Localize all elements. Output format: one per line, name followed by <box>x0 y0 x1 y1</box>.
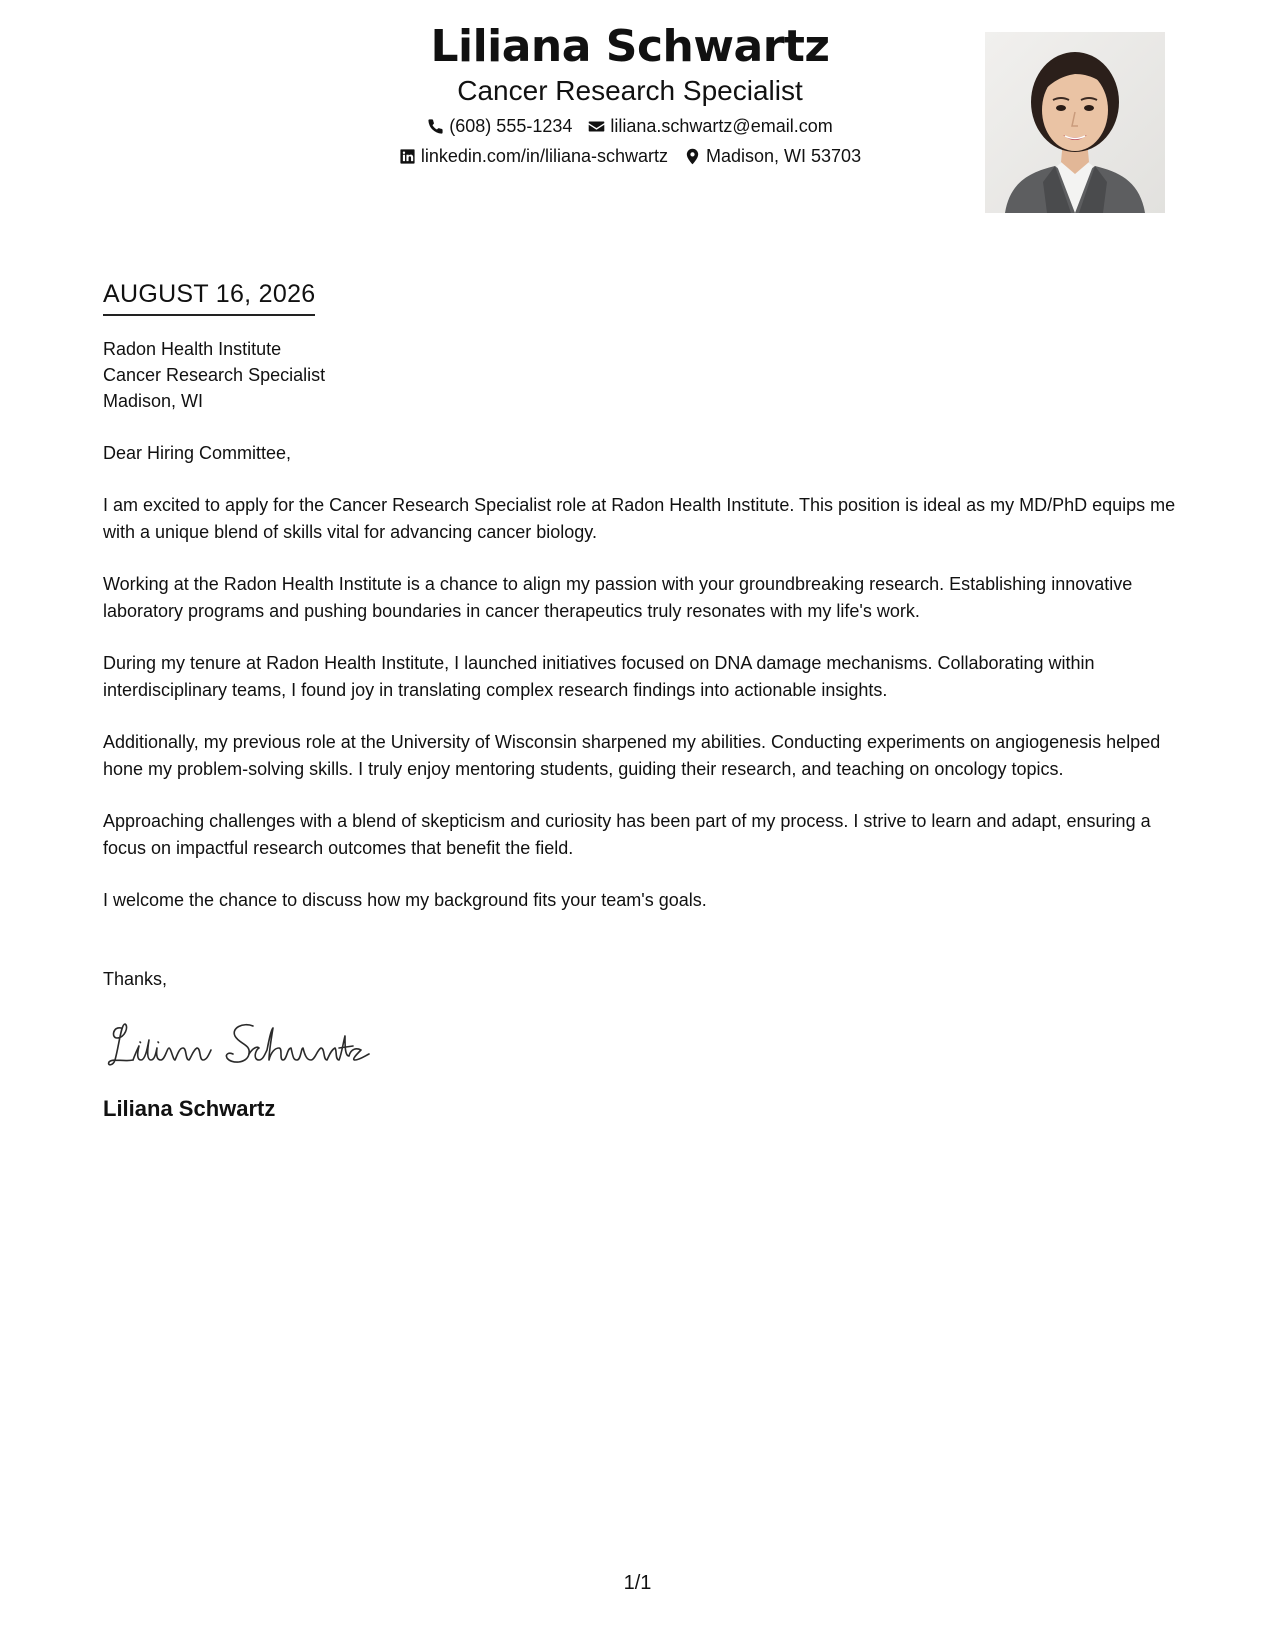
paragraph-2: Working at the Radon Health Institute is a chance to align my passion with your groundbreaking research. Establishing innovative laboratory programs and pushing boundaries in cancer therapeutics truly resonates with my life's work. <box>103 574 1133 621</box>
linkedin-text[interactable]: linkedin.com/in/liliana-schwartz <box>420 146 668 166</box>
location-text: Madison, WI 53703 <box>706 146 862 166</box>
contact-linkedin[interactable] <box>399 144 668 168</box>
applicant-title: Cancer Research Specialist <box>457 75 803 106</box>
email-text[interactable]: liliana.schwartz@email.com <box>610 116 833 136</box>
contact-location <box>684 144 861 168</box>
phone-text: (608) 555-1234 <box>449 116 573 136</box>
handwritten-signature <box>103 1016 1183 1076</box>
contact-email[interactable] <box>588 114 832 138</box>
linkedin-icon <box>399 148 416 165</box>
letter-date: AUGUST 16, 2026 <box>103 276 315 316</box>
recipient-city: Madison, WI <box>103 391 204 411</box>
page-number: 1/1 <box>623 1572 652 1594</box>
portrait-illustration <box>985 32 1165 213</box>
paragraph-1: I am excited to apply for the Cancer Research Specialist role at Radon Health Institute. This position is ideal as my MD/PhD equips me with a unique blend of skills vital for advancing cancer biology. <box>103 495 1176 542</box>
paragraph-6: I welcome the chance to discuss how my background fits your team's goals. <box>103 890 707 910</box>
signature-drawing <box>103 1016 373 1076</box>
applicant-name: Liliana Schwartz <box>430 21 830 72</box>
contact-phone <box>427 114 572 138</box>
recipient-company: Radon Health Institute <box>103 339 282 359</box>
profile-photo <box>985 32 1165 213</box>
salutation: Dear Hiring Committee, <box>103 443 292 463</box>
paragraph-5: Approaching challenges with a blend of skepticism and curiosity has been part of my process. I strive to learn and adapt, ensuring a focus on impactful research outcomes that benefit the field. <box>103 811 1151 858</box>
recipient-role: Cancer Research Specialist <box>103 365 326 385</box>
letter-body <box>103 276 1183 1124</box>
paragraph-3: During my tenure at Radon Health Institute, I launched initiatives focused on DNA damage mechanisms. Collaborating within interdisciplinary teams, I found joy in translating complex research findings into actionable insights. <box>103 653 1095 700</box>
map-pin-icon <box>684 148 701 165</box>
phone-icon <box>427 118 444 135</box>
paragraph-4: Additionally, my previous role at the University of Wisconsin sharpened my abilities. Conducting experiments on angiogenesis helped hone my problem-solving skills. I truly enjoy mentoring students, guiding their research, and teaching on oncology topics. <box>103 732 1161 779</box>
closing: Thanks, <box>103 968 168 989</box>
envelope-icon <box>588 118 605 135</box>
recipient-block <box>103 336 1183 414</box>
signer-name: Liliana Schwartz <box>103 1095 276 1121</box>
